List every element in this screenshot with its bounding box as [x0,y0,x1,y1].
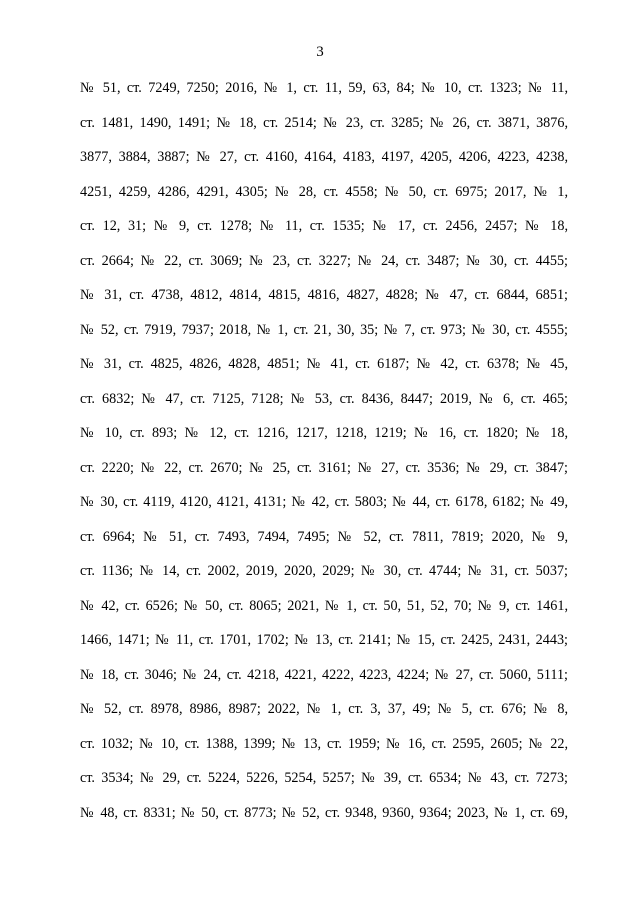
text-line [80,560,568,595]
text-line [80,802,568,837]
text-line-content: № 31, ст. 4738, 4812, 4814, 4815, 4816, 4827, 4828; № 47, ст. 6844, 6851; [80,287,568,303]
text-line [80,284,568,319]
text-line [80,250,568,285]
text-line [80,146,568,181]
text-line-content: № 52, ст. 7919, 7937; 2018, № 1, ст. 21, 30, 35; № 7, ст. 973; № 30, ст. 4555; [80,321,568,338]
text-line-content: 3877, 3884, 3887; № 27, ст. 4160, 4164, 4183, 4197, 4205, 4206, 4223, 4238, [80,149,568,165]
text-line [80,457,568,492]
text-line [80,388,568,423]
text-line-content: ст. 1481, 1490, 1491; № 18, ст. 2514; № 23, ст. 3285; № 26, ст. 3871, 3876, [80,114,568,131]
text-line [80,319,568,354]
text-line-content: № 30, ст. 4119, 4120, 4121, 4131; № 42, ст. 5803; № 44, ст. 6178, 6182; № 49, [80,494,568,510]
text-line-content: ст. 6964; № 51, ст. 7493, 7494, 7495; № 52, ст. 7811, 7819; 2020, № 9, [80,528,568,545]
text-line-content: ст. 3534; № 29, ст. 5224, 5226, 5254, 5257; № 39, ст. 6534; № 43, ст. 7273; [80,770,568,786]
text-line-content: № 52, ст. 8978, 8986, 8987; 2022, № 1, ст. 3, 37, 49; № 5, ст. 676; № 8, [80,701,568,717]
text-line-content: № 42, ст. 6526; № 50, ст. 8065; 2021, № 1, ст. 50, 51, 52, 70; № 9, ст. 1461, [80,597,568,614]
text-line-content: № 48, ст. 8331; № 50, ст. 8773; № 52, ст. 9348, 9360, 9364; 2023, № 1, ст. 69, [80,804,568,821]
text-line-content: № 51, ст. 7249, 7250; 2016, № 1, ст. 11, 59, 63, 84; № 10, ст. 1323; № 11, [80,80,568,96]
text-line-content: ст. 2220; № 22, ст. 2670; № 25, ст. 3161; № 27, ст. 3536; № 29, ст. 3847; [80,459,568,476]
text-line-content: № 18, ст. 3046; № 24, ст. 4218, 4221, 4222, 4223, 4224; № 27, ст. 5060, 5111; [80,666,568,683]
text-line [80,526,568,561]
text-line [80,664,568,699]
text-line-content: ст. 1136; № 14, ст. 2002, 2019, 2020, 2029; № 30, ст. 4744; № 31, ст. 5037; [80,563,568,579]
text-line [80,353,568,388]
text-line [80,422,568,457]
text-line-content: 1466, 1471; № 11, ст. 1701, 1702; № 13, ст. 2141; № 15, ст. 2425, 2431, 2443; [80,632,568,648]
text-line-content: № 10, ст. 893; № 12, ст. 1216, 1217, 1218, 1219; № 16, ст. 1820; № 18, [80,425,568,441]
text-line-content: ст. 1032; № 10, ст. 1388, 1399; № 13, ст. 1959; № 16, ст. 2595, 2605; № 22, [80,735,568,752]
text-line-content: 4251, 4259, 4286, 4291, 4305; № 28, ст. 4558; № 50, ст. 6975; 2017, № 1, [80,183,568,200]
text-line-content: ст. 6832; № 47, ст. 7125, 7128; № 53, ст. 8436, 8447; 2019, № 6, ст. 465; [80,390,568,407]
text-line-content: ст. 12, 31; № 9, ст. 1278; № 11, ст. 1535; № 17, ст. 2456, 2457; № 18, [80,218,568,234]
text-line [80,733,568,768]
text-line [80,112,568,147]
text-line-content: ст. 2664; № 22, ст. 3069; № 23, ст. 3227; № 24, ст. 3487; № 30, ст. 4455; [80,252,568,269]
text-line [80,767,568,802]
text-line [80,215,568,250]
text-line [80,77,568,112]
text-line-content: № 31, ст. 4825, 4826, 4828, 4851; № 41, ст. 6187; № 42, ст. 6378; № 45, [80,356,568,372]
text-line [80,629,568,664]
text-line [80,698,568,733]
page-number: 3 [316,44,324,60]
text-line [80,491,568,526]
text-line [80,181,568,216]
document-body [80,77,568,836]
text-line [80,595,568,630]
